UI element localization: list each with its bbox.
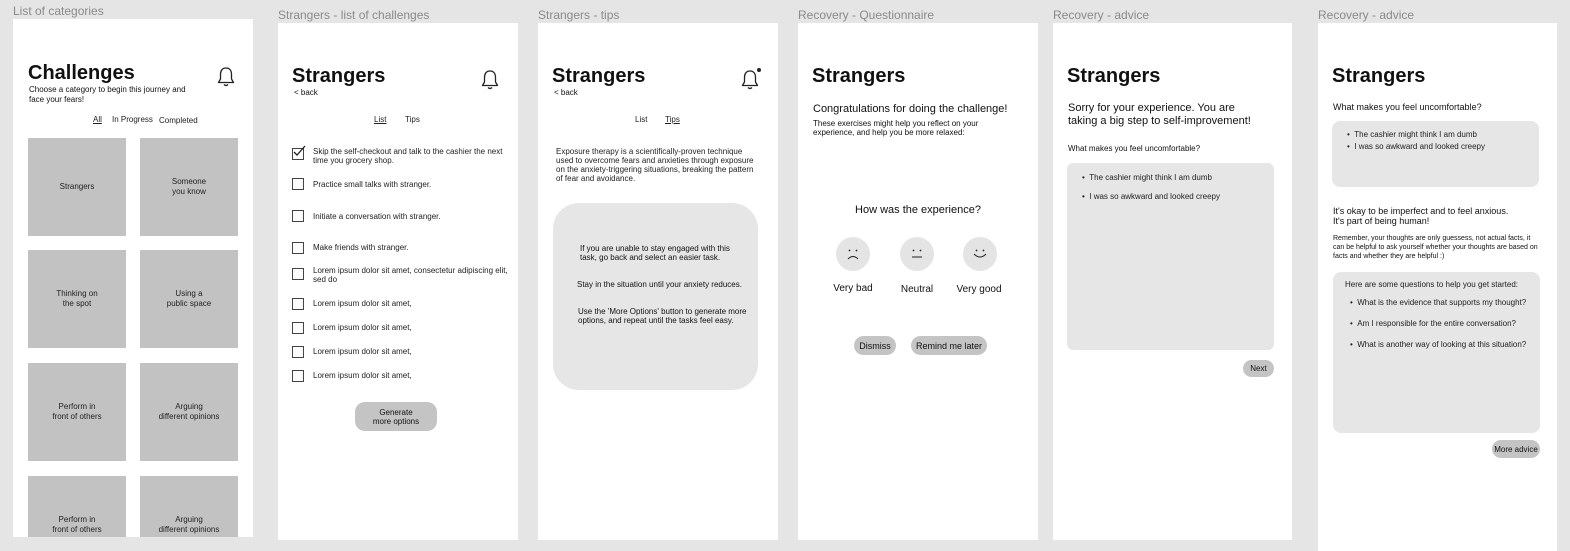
dismiss-button[interactable]: Dismiss — [854, 336, 896, 355]
categories-screen — [13, 19, 253, 537]
frame-label: Strangers - list of challenges — [278, 8, 430, 22]
frame-label: Strangers - tips — [538, 8, 620, 22]
category-tile-perform[interactable]: Perform in front of others — [28, 476, 126, 537]
challenge-label: Lorem ipsum dolor sit amet, — [313, 299, 412, 308]
page-title: Strangers — [1332, 65, 1426, 87]
sorry-message: Sorry for your experience. You are taking a big step to self-improvement! — [1068, 102, 1251, 127]
challenge-label: Lorem ipsum dolor sit amet, consectetur adipiscing elit, sed do — [313, 266, 508, 284]
very-bad-option[interactable] — [836, 237, 870, 271]
challenge-checkbox[interactable] — [292, 298, 304, 310]
back-link[interactable]: < back — [294, 88, 318, 97]
sad-face-icon — [836, 237, 870, 271]
category-tile-someone-you-know[interactable]: Someone you know — [140, 138, 238, 236]
frame-label: Recovery - Questionnaire — [798, 8, 935, 22]
generate-more-options-button[interactable]: Generate more options — [355, 402, 437, 431]
advice-screen — [1053, 23, 1292, 540]
neutral-face-icon — [900, 237, 934, 271]
tip-item: Use the 'More Options' button to generate more options, and repeat until the tasks feel easy. — [578, 307, 747, 325]
questions-intro: Here are some questions to help you get started: — [1345, 280, 1518, 289]
more-advice-button[interactable]: More advice — [1492, 440, 1540, 458]
bell-icon[interactable] — [480, 69, 500, 91]
questionnaire-description: These exercises might help you reflect on your experience, and help you be more relaxed: — [813, 119, 979, 137]
tab-all[interactable]: All — [93, 115, 102, 124]
bell-icon[interactable] — [216, 66, 236, 88]
tips-card — [553, 203, 758, 390]
challenge-label: Lorem ipsum dolor sit amet, — [313, 323, 412, 332]
page-subtitle: Choose a category to begin this journey and face your fears! — [29, 85, 186, 104]
tab-tips[interactable]: Tips — [405, 115, 420, 124]
challenge-label: Initiate a conversation with stranger. — [313, 212, 441, 221]
challenge-label: Lorem ipsum dolor sit amet, — [313, 347, 412, 356]
answer-item: • The cashier might think I am dumb — [1347, 130, 1477, 139]
frame-label: Recovery - advice — [1053, 8, 1150, 22]
option-label: Neutral — [900, 284, 934, 295]
bell-icon[interactable] — [740, 69, 760, 91]
tips-screen — [538, 23, 778, 540]
challenge-label: Lorem ipsum dolor sit amet, — [313, 371, 412, 380]
neutral-option[interactable] — [900, 237, 934, 271]
answer-item: • The cashier might think I am dumb — [1082, 173, 1212, 182]
congrats-heading: Congratulations for doing the challenge! — [813, 103, 1008, 115]
challenge-checkbox[interactable] — [292, 148, 304, 160]
notification-dot — [757, 68, 761, 72]
page-title: Strangers — [1067, 65, 1161, 87]
frame-label: Recovery - advice — [1318, 8, 1415, 22]
category-tile-strangers[interactable]: Strangers — [28, 138, 126, 236]
happy-face-icon — [963, 237, 997, 271]
reflection-question: • What is the evidence that supports my thought? — [1350, 298, 1527, 307]
challenge-checkbox[interactable] — [292, 322, 304, 334]
remind-later-button[interactable]: Remind me later — [911, 336, 987, 355]
advice-detail-screen — [1318, 23, 1557, 551]
tab-list[interactable]: List — [635, 115, 648, 124]
challenge-label: Skip the self-checkout and talk to the cashier the next time you grocery shop. — [313, 147, 503, 165]
tip-item: If you are unable to stay engaged with this task, go back and select an easier task. — [580, 244, 730, 262]
experience-question: How was the experience? — [855, 204, 981, 216]
option-label: Very good — [956, 284, 1002, 295]
next-button[interactable]: Next — [1243, 360, 1274, 377]
answers-panel — [1332, 121, 1539, 187]
answers-panel[interactable] — [1067, 163, 1274, 350]
uncomfortable-question: What makes you feel uncomfortable? — [1333, 102, 1482, 112]
category-tile-arguing[interactable]: Arguing different opinions — [140, 476, 238, 537]
challenge-checkbox[interactable] — [292, 268, 304, 280]
category-tile-arguing[interactable]: Arguing different opinions — [140, 363, 238, 461]
category-tile-perform[interactable]: Perform in front of others — [28, 363, 126, 461]
frame-label: List of categories — [13, 4, 104, 18]
challenge-checkbox[interactable] — [292, 370, 304, 382]
answer-item: • I was so awkward and looked creepy — [1347, 142, 1485, 151]
page-title: Strangers — [292, 65, 386, 87]
explanation-text: Remember, your thoughts are only guessess, not actual facts, it can be helpful to ask yourself whether your thoughts are based on facts and whether they are helpful :) — [1333, 235, 1538, 260]
questionnaire-screen — [798, 23, 1038, 540]
uncomfortable-question: What makes you feel uncomfortable? — [1068, 144, 1201, 153]
page-title: Strangers — [812, 65, 906, 87]
challenge-label: Make friends with stranger. — [313, 243, 409, 252]
tab-tips[interactable]: Tips — [665, 115, 680, 124]
answer-item: • I was so awkward and looked creepy — [1082, 192, 1220, 201]
questions-panel — [1333, 272, 1540, 433]
challenge-checkbox[interactable] — [292, 242, 304, 254]
category-tile-public-space[interactable]: Using a public space — [140, 250, 238, 348]
challenges-screen — [278, 23, 518, 540]
affirmation-text: It's okay to be imperfect and to feel anxious. It's part of being human! — [1333, 206, 1509, 226]
challenge-checkbox[interactable] — [292, 346, 304, 358]
very-good-option[interactable] — [963, 237, 997, 271]
reflection-question: • What is another way of looking at this situation? — [1350, 340, 1527, 349]
reflection-question: • Am I responsible for the entire conversation? — [1350, 319, 1516, 328]
tips-intro: Exposure therapy is a scientifically-proven technique used to overcome fears and anxieties through exposure on the anxiety-triggering situations, breaking the pattern of fear and avoidance. — [556, 147, 754, 183]
tip-item: Stay in the situation until your anxiety reduces. — [577, 280, 742, 289]
challenge-checkbox[interactable] — [292, 210, 304, 222]
page-title: Strangers — [552, 65, 646, 87]
back-link[interactable]: < back — [554, 88, 578, 97]
tab-completed[interactable]: Completed — [159, 116, 198, 125]
challenge-checkbox[interactable] — [292, 178, 304, 190]
check-icon — [292, 145, 306, 157]
challenge-label: Practice small talks with stranger. — [313, 180, 432, 189]
tab-in-progress[interactable]: In Progress — [112, 115, 153, 124]
tab-list[interactable]: List — [374, 115, 387, 124]
category-tile-thinking[interactable]: Thinking on the spot — [28, 250, 126, 348]
option-label: Very bad — [833, 283, 873, 294]
page-title: Challenges — [28, 62, 135, 84]
